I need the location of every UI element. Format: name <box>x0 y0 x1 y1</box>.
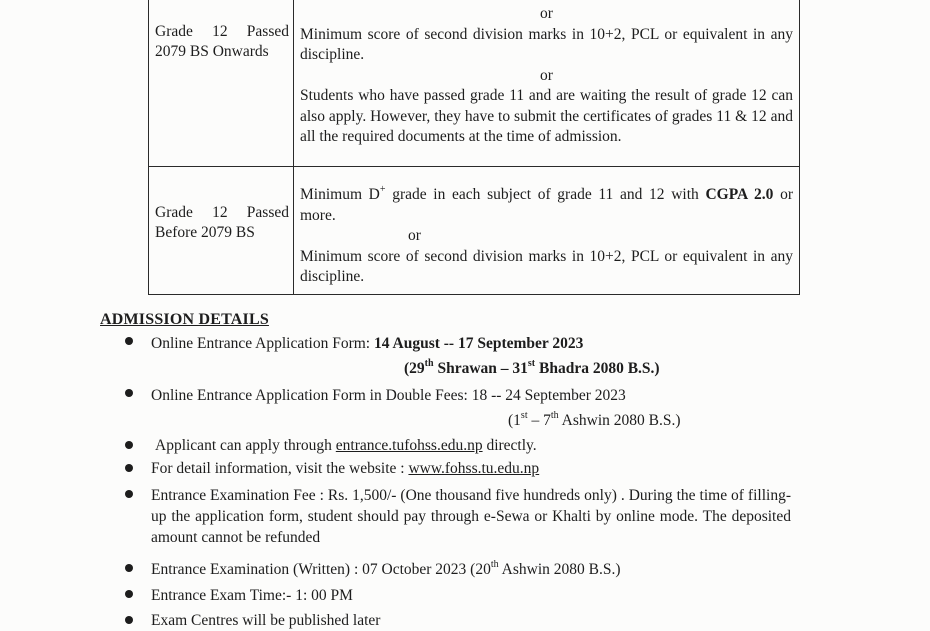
criterion-text: Minimum D+ grade in each subject of grade 11 and 12 with CGPA 2.0 or more. <box>300 183 794 224</box>
eligibility-table <box>148 0 800 295</box>
category-cell: Grade 12 Passed 2079 BS Onwards <box>155 23 289 60</box>
or-separator: or <box>540 66 553 84</box>
bullet-icon <box>125 564 133 572</box>
column-divider <box>293 0 294 166</box>
list-item-website: For detail information, visit the website : www.fohss.tu.edu.np <box>151 460 540 477</box>
list-item-exam-time: Entrance Exam Time:- 1: 00 PM <box>151 587 353 604</box>
website-link[interactable]: www.fohss.tu.edu.np <box>408 460 540 477</box>
bullet-icon <box>125 441 133 449</box>
criteria-cell <box>300 185 793 288</box>
section-heading: ADMISSION DETAILS <box>100 311 269 328</box>
list-item-double-fees: Online Entrance Application Form in Double Fees: 18 -- 24 September 2023 <box>151 387 626 404</box>
bullet-icon <box>125 389 133 397</box>
criterion-text: Minimum score of second division marks in 10+2, PCL or equivalent in any discipline. <box>300 25 793 63</box>
list-item-application-form: Online Entrance Application Form: 14 August -- 17 September 2023 <box>151 335 584 352</box>
bs-date-range: (1st – 7th Ashwin 2080 B.S.) <box>508 409 681 429</box>
bullet-icon <box>125 337 133 345</box>
criterion-text: Students who have passed grade 11 and are waiting the result of grade 12 can also apply. However, they have to submit the certificates of grades 11 & 12 and all the required documents at the time of admission. <box>300 87 793 145</box>
bullet-icon <box>125 490 133 498</box>
table-row <box>149 0 799 167</box>
or-separator: or <box>408 227 421 244</box>
criterion-text: Minimum score of second division marks in 10+2, PCL or equivalent in any discipline. <box>300 247 793 285</box>
list-item-exam-date: Entrance Examination (Written) : 07 October 2023 (20th Ashwin 2080 B.S.) <box>151 558 621 578</box>
list-item-apply-through: Applicant can apply through entrance.tufohss.edu.np directly. <box>155 437 537 454</box>
bullet-icon <box>125 616 133 624</box>
table-row <box>149 167 799 294</box>
list-item-exam-centre: Exam Centres will be published later <box>151 612 381 629</box>
bullet-icon <box>125 464 133 472</box>
criteria-cell <box>300 4 793 148</box>
category-cell: Grade 12 Passed Before 2079 BS <box>155 204 289 241</box>
apply-link[interactable]: entrance.tufohss.edu.np <box>335 437 483 454</box>
bs-date-range: (29th Shrawan – 31st Bhadra 2080 B.S.) <box>404 357 660 377</box>
bullet-icon <box>125 590 133 598</box>
column-divider <box>293 167 294 294</box>
list-item-exam-fee: Entrance Examination Fee : Rs. 1,500/- (One thousand five hundreds only) . During the time of filling-up the application form, student should pay through e-Sewa or Khalti by online mode. The deposited amount cannot be refunded <box>151 487 791 546</box>
or-separator: or <box>540 5 553 22</box>
